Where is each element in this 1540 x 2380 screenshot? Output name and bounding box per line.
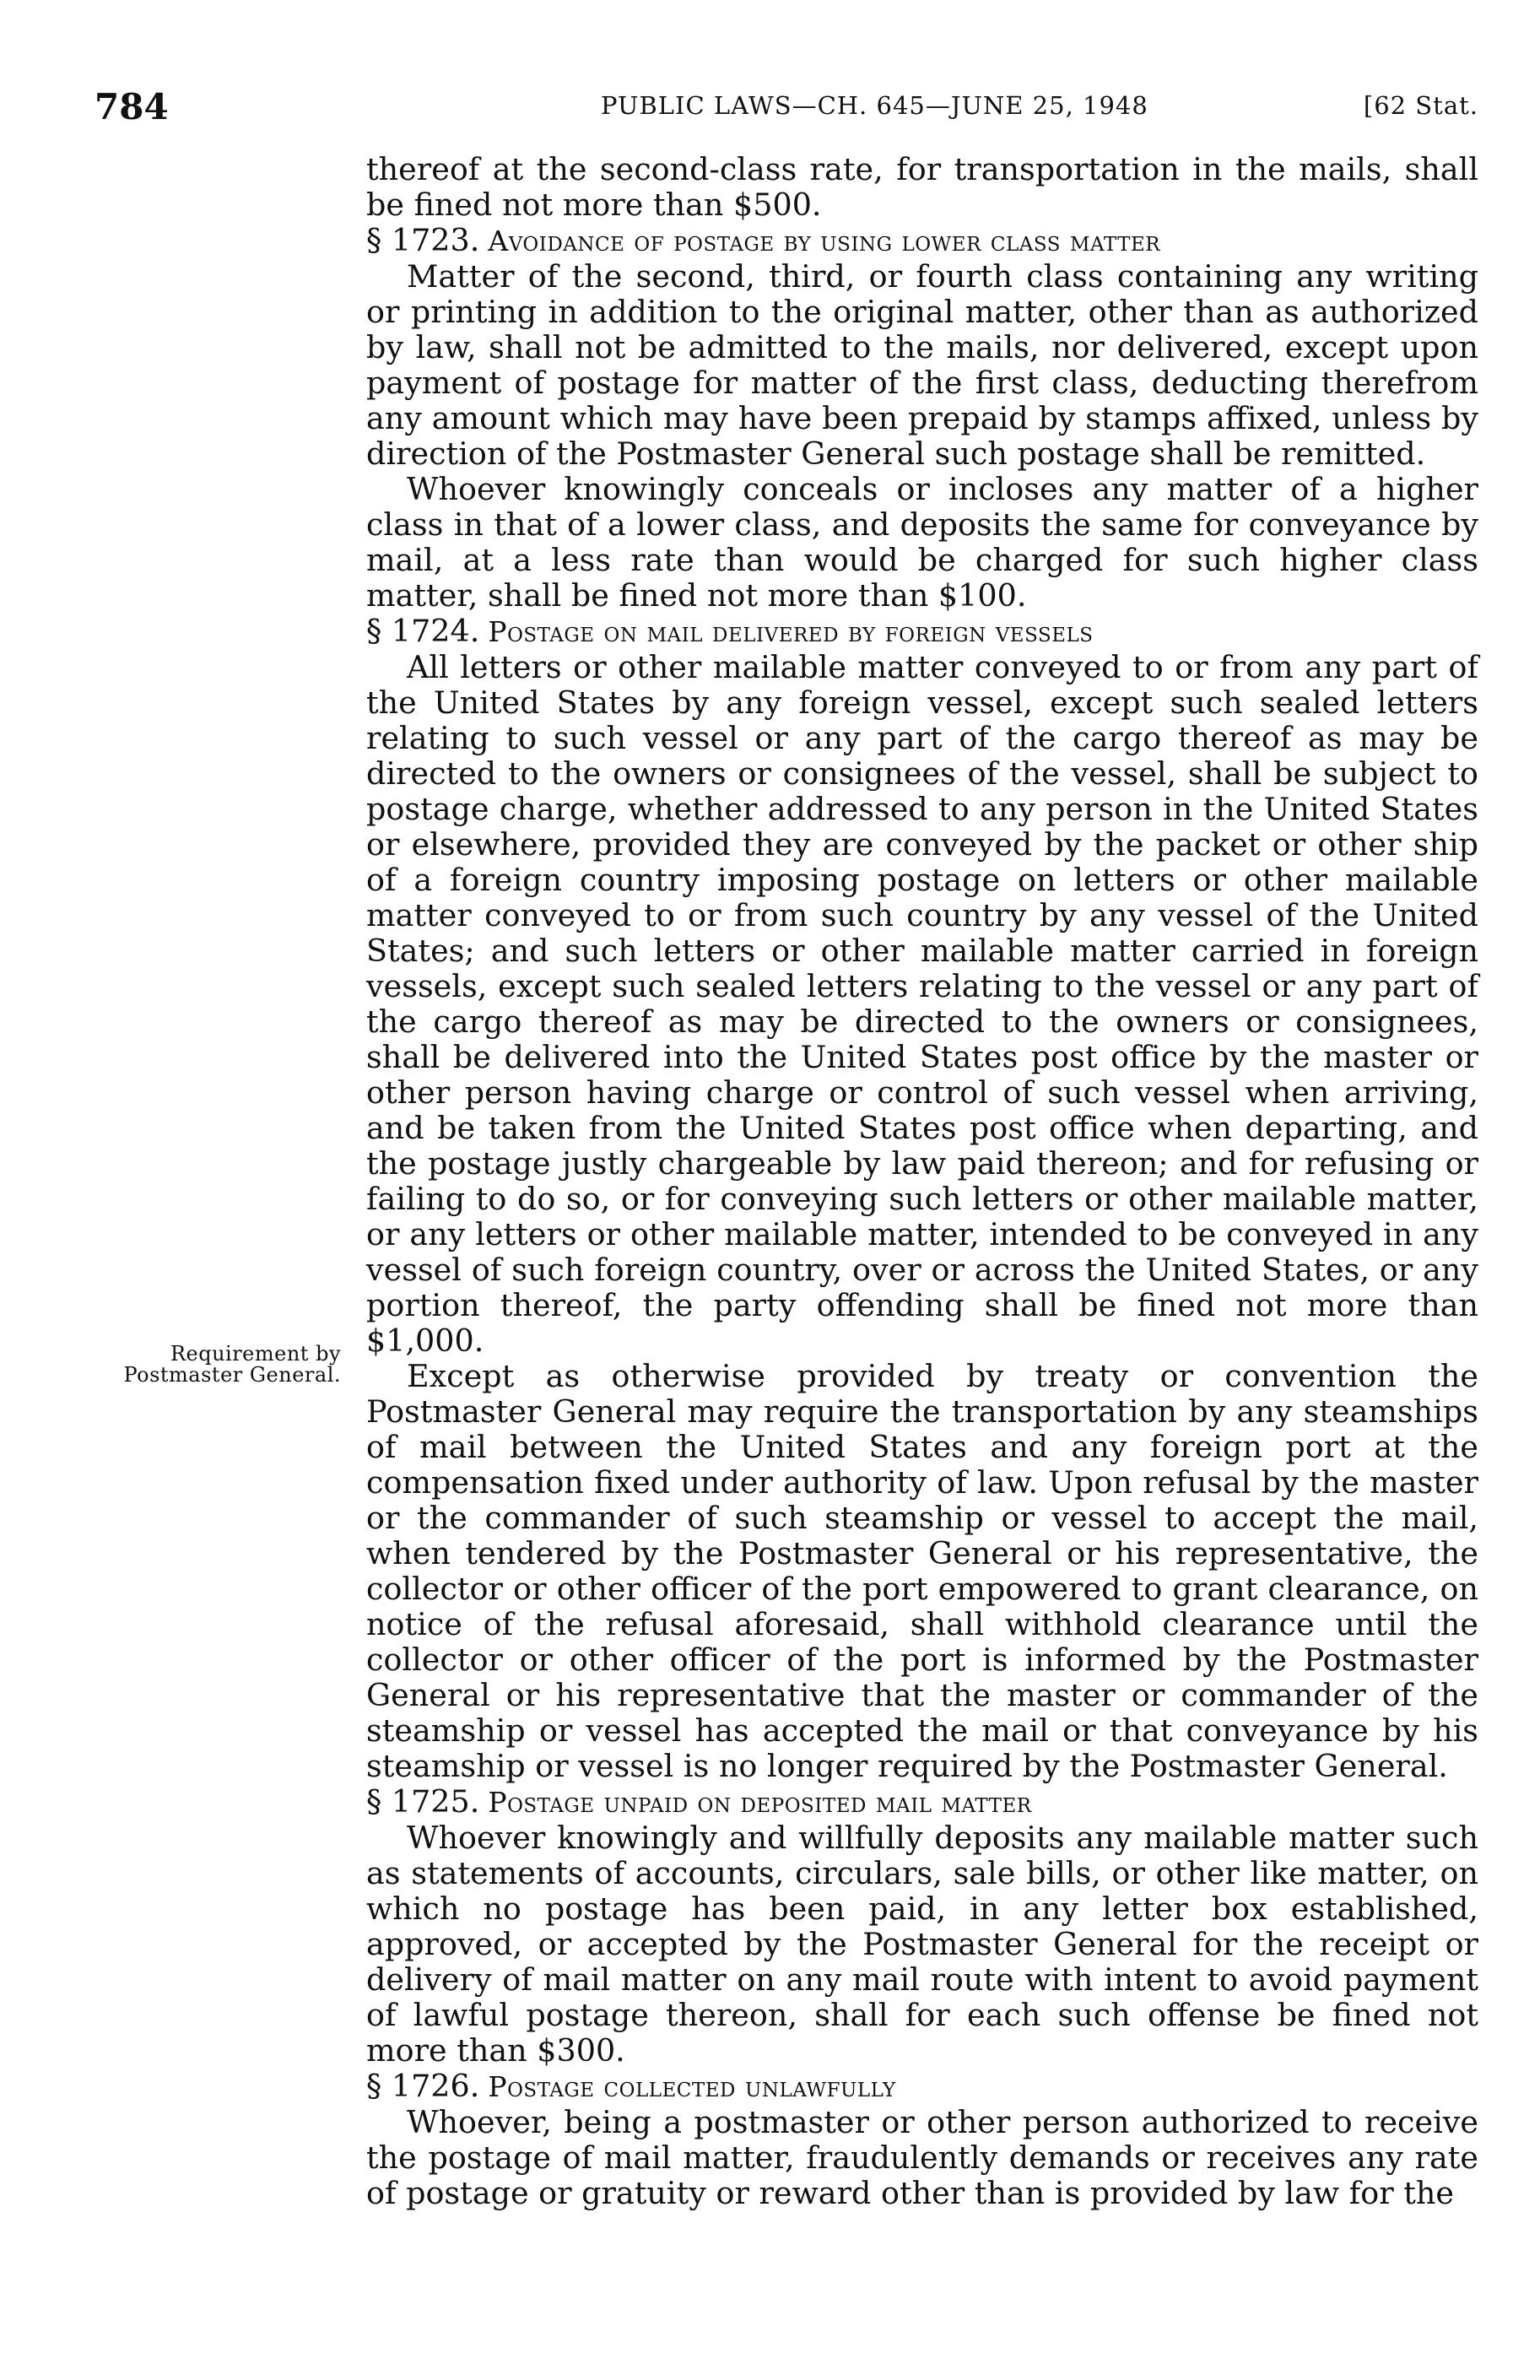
section-1725 <box>366 1784 1478 2069</box>
section-heading <box>366 223 1478 259</box>
section-heading <box>366 1784 1478 1820</box>
section-1726 <box>366 2069 1478 2211</box>
section-number: § 1724. <box>366 613 480 649</box>
section-title: Postage collected unlawfully <box>488 2070 896 2103</box>
running-title: PUBLIC LAWS—CH. 645—JUNE 25, 1948 <box>601 91 1148 120</box>
section-title: Postage on mail delivered by foreign vessels <box>488 615 1094 648</box>
section-title: Avoidance of postage by using lower class matter <box>488 224 1161 257</box>
section-number: § 1725. <box>366 1783 480 1820</box>
section-title: Postage unpaid on deposited mail matter <box>488 1786 1032 1819</box>
volume-reference: [62 Stat. <box>1363 91 1478 120</box>
section-paragraph: Whoever knowingly conceals or incloses any matter of a higher class in that of a lower class, and deposits the same for conveyance by mail, at a less rate than would be charged for such higher class matter, shall be fined not more than $100. <box>366 471 1478 614</box>
section-paragraph: All letters or other mailable matter conveyed to or from any part of the United States by any foreign vessel, except such sealed letters relating to such vessel or any part of the cargo thereof as may be directed to the owners or consignees of the vessel, shall be subject to postage charge, whether addressed to any person in the United States or elsewhere, provided they are conveyed by the packet or other ship of a foreign country imposing postage on letters or other mailable matter conveyed to or from such country by any vessel of the United States; and such letters or other mailable matter carried in foreign vessels, except such sealed letters relating to the vessel or any part of the cargo thereof as may be directed to the owners or consignees, shall be delivered into the United States post office by the master or other person having charge or control of such vessel when arriving, and be taken from the United States post office when departing, and the postage justly chargeable by law paid thereon; and for refusing or failing to do so, or for conveying such letters or other mailable matter, or any letters or other mailable matter, intended to be conveyed in any vessel of such foreign country, over or across the United States, or any portion thereof, the party offending shall be fined not more than $1,000. <box>366 649 1478 1359</box>
page-header <box>95 86 1478 132</box>
section-paragraph: Whoever, being a postmaster or other person authorized to receive the postage of mail matter, fraudulently demands or receives any rate of postage or gratuity or reward other than is provided by law for the <box>366 2104 1478 2211</box>
section-paragraph: Whoever knowingly and willfully deposits any mailable matter such as statements of accounts, circulars, sale bills, or other like matter, on which no postage has been paid, in any letter box established, approved, or accepted by the Postmaster General for the receipt or delivery of mail matter on any mail route with intent to avoid payment of lawful postage thereon, shall for each such offense be fined not more than $300. <box>366 1820 1478 2069</box>
margin-note-requirement: Requirement by Postmaster General. <box>123 1342 341 1387</box>
section-number: § 1726. <box>366 2068 480 2104</box>
page-number: 784 <box>95 86 169 127</box>
section-number: § 1723. <box>366 222 480 258</box>
statute-text <box>366 152 1478 2211</box>
section-1723 <box>366 223 1478 614</box>
section-heading <box>366 614 1478 650</box>
section-heading <box>366 2069 1478 2105</box>
continued-paragraph: thereof at the second-class rate, for transportation in the mails, shall be fined not more than $500. <box>366 151 1478 223</box>
section-paragraph: Except as otherwise provided by treaty or convention the Postmaster General may require the transportation by any steamships of mail between the United States and any foreign port at the compensation fixed under authority of law. Upon refusal by the master or the commander of such steamship or vessel to accept the mail, when tendered by the Postmaster General or his representative, the collector or other officer of the port empowered to grant clearance, on notice of the refusal aforesaid, shall withhold clearance until the collector or other officer of the port is informed by the Postmaster General or his representative that the master or commander of the steamship or vessel has accepted the mail or that conveyance by his steamship or vessel is no longer required by the Postmaster General. <box>366 1358 1478 1784</box>
section-paragraph: Matter of the second, third, or fourth class containing any writing or printing in addition to the original matter, other than as authorized by law, shall not be admitted to the mails, nor delivered, except upon payment of postage for matter of the first class, deducting therefrom any amount which may have been prepaid by stamps affixed, unless by direction of the Postmaster General such postage shall be remitted. <box>366 258 1478 472</box>
section-1724 <box>366 614 1478 1784</box>
